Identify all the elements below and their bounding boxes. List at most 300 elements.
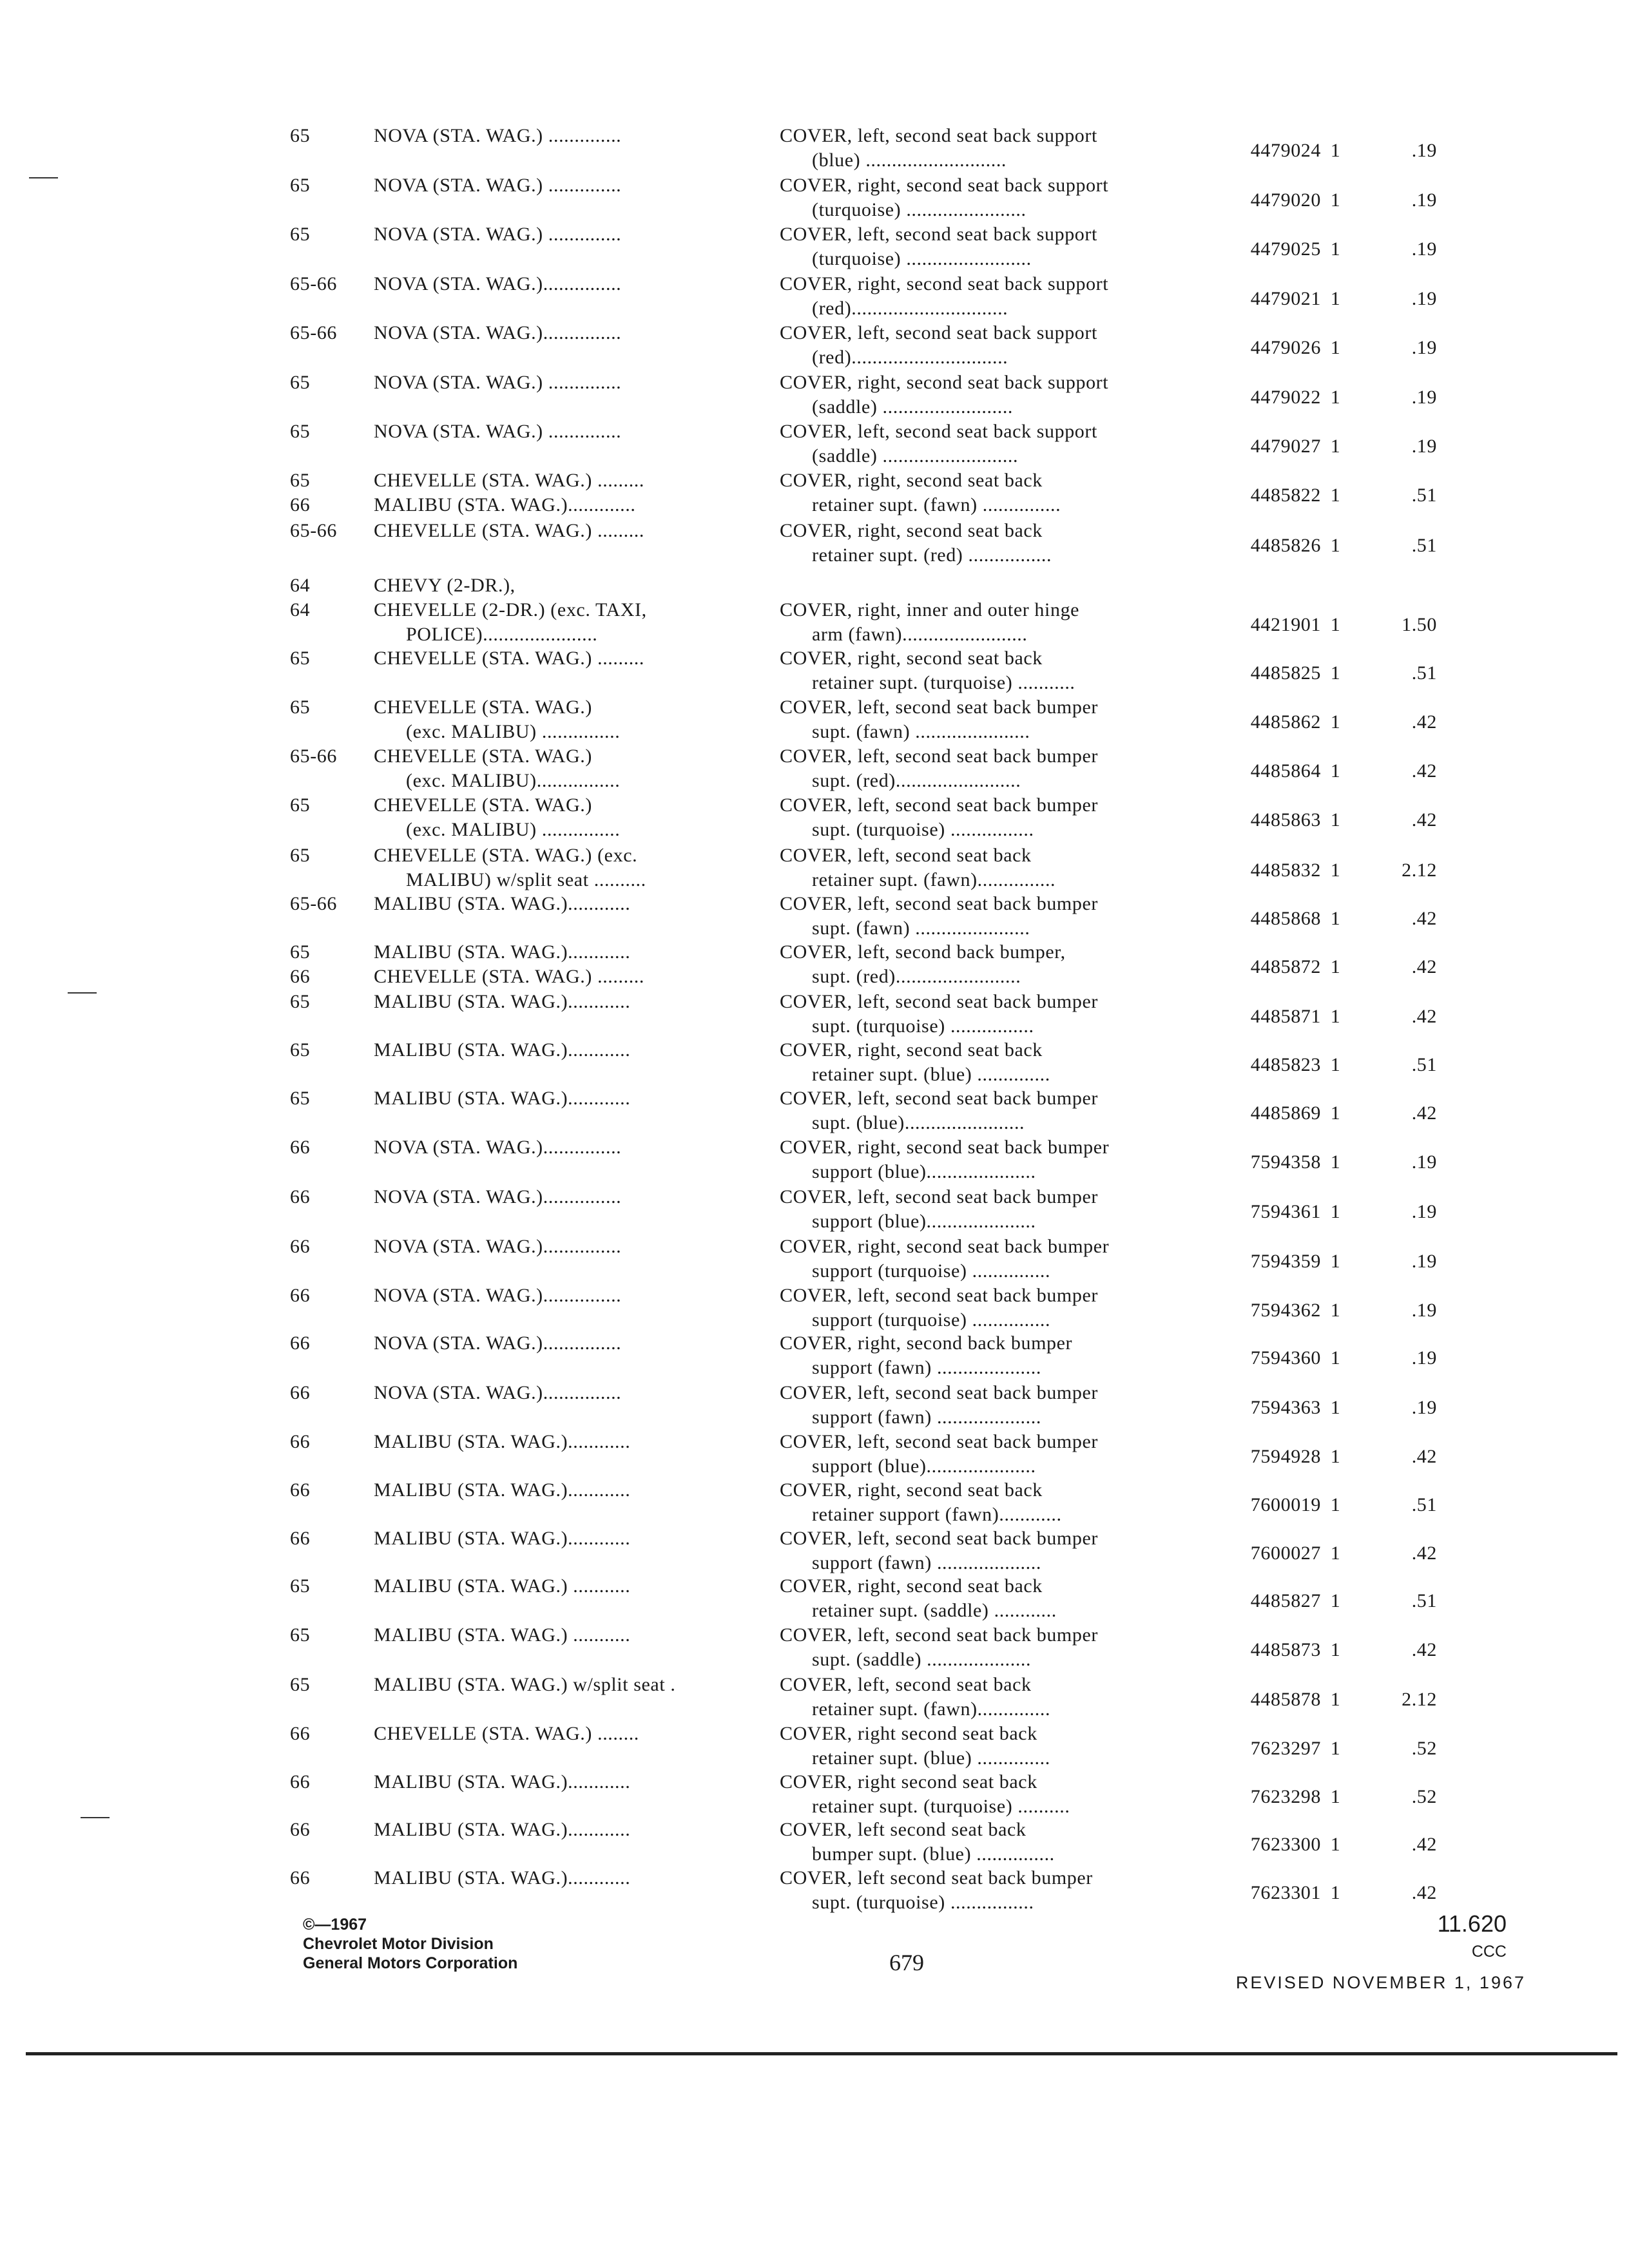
quantity: 1 bbox=[1330, 1590, 1341, 1611]
description-line: COVER, right, second seat back bbox=[780, 520, 1043, 541]
quantity: 1 bbox=[1330, 908, 1341, 929]
model-column bbox=[374, 1624, 760, 1648]
description-column bbox=[780, 1186, 1211, 1235]
quantity: 1 bbox=[1330, 1882, 1341, 1903]
model-line: NOVA (STA. WAG.) .............. bbox=[374, 125, 622, 146]
year-column bbox=[290, 1332, 380, 1356]
year-column bbox=[290, 1381, 380, 1406]
model-line: MALIBU (STA. WAG.)............ bbox=[374, 1819, 631, 1840]
part-number: 4479024 bbox=[1250, 140, 1321, 161]
part-number: 7623300 bbox=[1250, 1834, 1321, 1855]
description-column bbox=[780, 1430, 1211, 1479]
description-line: COVER, left, second seat back support bbox=[780, 421, 1097, 442]
quantity: 1 bbox=[1330, 1689, 1341, 1710]
model-column bbox=[374, 941, 760, 990]
price: .19 bbox=[1411, 1151, 1437, 1173]
model-line: NOVA (STA. WAG.)............... bbox=[374, 1236, 622, 1257]
model-column bbox=[374, 1186, 760, 1210]
year-column bbox=[290, 1624, 380, 1648]
year-column bbox=[290, 990, 380, 1015]
model-column bbox=[374, 124, 760, 149]
description-line: COVER, right, inner and outer hinge bbox=[780, 599, 1080, 620]
description-column bbox=[780, 1722, 1211, 1771]
page-number: 679 bbox=[889, 1950, 924, 1975]
model-line: MALIBU (STA. WAG.)............ bbox=[374, 1039, 631, 1061]
price: .19 bbox=[1411, 189, 1437, 211]
model-column bbox=[374, 174, 760, 198]
description-line: support (fawn) .................... bbox=[812, 1552, 1041, 1573]
description-column bbox=[780, 1575, 1211, 1624]
model-line: (exc. MALIBU) ............... bbox=[406, 721, 621, 742]
price: .42 bbox=[1411, 908, 1437, 929]
model-column bbox=[374, 1284, 760, 1309]
year-line: 65-66 bbox=[290, 745, 337, 767]
description-line: COVER, right, second seat back bbox=[780, 648, 1043, 669]
price: .19 bbox=[1411, 1251, 1437, 1272]
price: .42 bbox=[1411, 1639, 1437, 1660]
quantity: 1 bbox=[1330, 1201, 1341, 1222]
model-line: NOVA (STA. WAG.)............... bbox=[374, 1382, 622, 1403]
description-line: (turquoise) ....................... bbox=[812, 199, 1027, 220]
part-number: 4485827 bbox=[1250, 1590, 1321, 1611]
revision-date: REVISED NOVEMBER 1, 1967 bbox=[1235, 1973, 1526, 1992]
description-line bbox=[780, 574, 1211, 599]
model-column bbox=[374, 1867, 760, 1891]
quantity: 1 bbox=[1330, 1102, 1341, 1124]
part-number: 7600027 bbox=[1250, 1542, 1321, 1564]
model-column bbox=[374, 469, 760, 518]
year-column bbox=[290, 1575, 380, 1599]
year-line: 65 bbox=[290, 1088, 311, 1109]
year-line: 64 bbox=[290, 599, 311, 620]
price: .42 bbox=[1411, 1102, 1437, 1124]
year-column bbox=[290, 273, 380, 297]
description-line: COVER, right, second seat back bbox=[780, 470, 1043, 491]
model-column bbox=[374, 1771, 760, 1795]
year-column bbox=[290, 941, 380, 990]
model-column bbox=[374, 892, 760, 917]
model-line: MALIBU (STA. WAG.)............ bbox=[374, 991, 631, 1012]
description-column bbox=[780, 1087, 1211, 1136]
model-line: CHEVELLE (2-DR.) (exc. TAXI, bbox=[374, 599, 647, 620]
description-column bbox=[780, 223, 1211, 272]
year-line: 65 bbox=[290, 1624, 311, 1646]
description-column bbox=[780, 1381, 1211, 1430]
year-line: 66 bbox=[290, 1186, 311, 1207]
price: .51 bbox=[1411, 662, 1437, 684]
quantity: 1 bbox=[1330, 662, 1341, 684]
model-column bbox=[374, 223, 760, 247]
description-line: COVER, left, second seat back bumper bbox=[780, 1285, 1098, 1306]
model-line: POLICE)...................... bbox=[406, 624, 598, 645]
description-line: COVER, left, second seat back support bbox=[780, 224, 1097, 245]
model-column bbox=[374, 990, 760, 1015]
quantity: 1 bbox=[1330, 809, 1341, 831]
price: .19 bbox=[1411, 1397, 1437, 1418]
model-column bbox=[374, 420, 760, 445]
description-column bbox=[780, 844, 1211, 893]
description-column bbox=[780, 794, 1211, 843]
description-line: COVER, right second seat back bbox=[780, 1771, 1037, 1792]
year-column bbox=[290, 1284, 380, 1309]
part-number: 7594360 bbox=[1250, 1347, 1321, 1369]
part-number: 4485832 bbox=[1250, 860, 1321, 881]
model-line: CHEVELLE (STA. WAG.) ......... bbox=[374, 966, 644, 987]
part-number: 4485871 bbox=[1250, 1006, 1321, 1027]
year-column bbox=[290, 124, 380, 149]
model-line: CHEVELLE (STA. WAG.) ........ bbox=[374, 1723, 639, 1744]
year-line: 66 bbox=[290, 1528, 311, 1549]
model-column bbox=[374, 322, 760, 346]
quantity: 1 bbox=[1330, 1446, 1341, 1467]
description-column bbox=[780, 745, 1211, 794]
part-number: 7600019 bbox=[1250, 1494, 1321, 1515]
price: .42 bbox=[1411, 760, 1437, 782]
model-line: NOVA (STA. WAG.)............... bbox=[374, 1332, 622, 1354]
description-column bbox=[780, 1818, 1211, 1867]
price: .19 bbox=[1411, 337, 1437, 358]
description-column bbox=[780, 469, 1211, 518]
model-line: MALIBU (STA. WAG.) w/split seat . bbox=[374, 1674, 676, 1695]
part-number: 4485869 bbox=[1250, 1102, 1321, 1124]
quantity: 1 bbox=[1330, 535, 1341, 556]
year-column bbox=[290, 1039, 380, 1063]
year-column bbox=[290, 1867, 380, 1891]
year-column bbox=[290, 469, 380, 518]
part-number: 4485873 bbox=[1250, 1639, 1321, 1660]
description-line: COVER, right, second seat back support bbox=[780, 372, 1109, 393]
description-line: retainer supt. (blue) .............. bbox=[812, 1064, 1050, 1085]
description-line: COVER, left, second seat back bumper bbox=[780, 1088, 1098, 1109]
model-line: MALIBU (STA. WAG.)............ bbox=[374, 893, 631, 914]
description-line: COVER, right, second back bumper bbox=[780, 1332, 1073, 1354]
description-line: COVER, left second seat back bbox=[780, 1819, 1027, 1840]
margin-mark bbox=[29, 177, 58, 178]
model-line: MALIBU) w/split seat .......... bbox=[406, 869, 646, 890]
description-line: supt. (turquoise) ................ bbox=[812, 1015, 1034, 1037]
description-line: support (turquoise) ............... bbox=[812, 1260, 1051, 1282]
year-line: 65-66 bbox=[290, 273, 337, 294]
model-line: NOVA (STA. WAG.)............... bbox=[374, 1285, 622, 1306]
description-line: support (blue)..................... bbox=[812, 1211, 1036, 1232]
quantity: 1 bbox=[1330, 760, 1341, 782]
description-column bbox=[780, 1771, 1211, 1820]
description-column bbox=[780, 1332, 1211, 1381]
model-column bbox=[374, 371, 760, 396]
quantity: 1 bbox=[1330, 614, 1341, 635]
year-column bbox=[290, 371, 380, 396]
quantity: 1 bbox=[1330, 140, 1341, 161]
model-column bbox=[374, 1039, 760, 1063]
description-line: (saddle) ......................... bbox=[812, 396, 1014, 418]
description-column bbox=[780, 1479, 1211, 1528]
model-line: (exc. MALIBU) ............... bbox=[406, 819, 621, 840]
year-column bbox=[290, 322, 380, 346]
description-line: bumper supt. (blue) ............... bbox=[812, 1843, 1055, 1865]
year-line: 65 bbox=[290, 941, 311, 963]
year-column bbox=[290, 892, 380, 917]
price: .19 bbox=[1411, 288, 1437, 309]
year-column bbox=[290, 1479, 380, 1503]
price: 2.12 bbox=[1402, 1689, 1437, 1710]
price: .51 bbox=[1411, 485, 1437, 506]
description-column bbox=[780, 1527, 1211, 1576]
quantity: 1 bbox=[1330, 288, 1341, 309]
year-line: 65-66 bbox=[290, 893, 337, 914]
quantity: 1 bbox=[1330, 1054, 1341, 1075]
model-column bbox=[374, 647, 760, 671]
quantity: 1 bbox=[1330, 436, 1341, 457]
model-line: CHEVELLE (STA. WAG.) bbox=[374, 697, 592, 718]
part-number: 4485878 bbox=[1250, 1689, 1321, 1710]
description-line: (turquoise) ........................ bbox=[812, 248, 1032, 269]
description-column bbox=[780, 574, 1211, 648]
year-line: 65 bbox=[290, 1674, 311, 1695]
year-column bbox=[290, 174, 380, 198]
model-line: NOVA (STA. WAG.) .............. bbox=[374, 224, 622, 245]
model-line: NOVA (STA. WAG.)............... bbox=[374, 1186, 622, 1207]
price: .19 bbox=[1411, 1347, 1437, 1369]
quantity: 1 bbox=[1330, 485, 1341, 506]
description-column bbox=[780, 892, 1211, 941]
model-column bbox=[374, 745, 760, 794]
description-line: COVER, left second seat back bumper bbox=[780, 1867, 1093, 1888]
description-column bbox=[780, 1235, 1211, 1284]
description-line: support (blue)..................... bbox=[812, 1456, 1036, 1477]
year-line: 65 bbox=[290, 1039, 311, 1061]
description-line: retainer supt. (fawn) ............... bbox=[812, 494, 1061, 515]
description-line: support (fawn) .................... bbox=[812, 1407, 1041, 1428]
year-line: 66 bbox=[290, 966, 311, 987]
description-column bbox=[780, 174, 1211, 223]
price: 1.50 bbox=[1402, 614, 1437, 635]
year-line: 66 bbox=[290, 1867, 311, 1888]
model-column bbox=[374, 1087, 760, 1111]
part-number: 4479027 bbox=[1250, 436, 1321, 457]
part-number: 4485872 bbox=[1250, 956, 1321, 977]
model-line: NOVA (STA. WAG.) .............. bbox=[374, 421, 622, 442]
description-column bbox=[780, 1624, 1211, 1673]
model-column bbox=[374, 696, 760, 745]
description-line: COVER, left, second seat back bbox=[780, 845, 1032, 866]
part-number: 4479022 bbox=[1250, 387, 1321, 408]
description-column bbox=[780, 1867, 1211, 1916]
model-column bbox=[374, 1818, 760, 1843]
description-column bbox=[780, 1039, 1211, 1088]
section-code: CCC bbox=[1471, 1943, 1507, 1961]
part-number: 4485825 bbox=[1250, 662, 1321, 684]
model-line: MALIBU (STA. WAG.)............. bbox=[374, 494, 636, 515]
year-column bbox=[290, 574, 380, 648]
model-column bbox=[374, 844, 760, 893]
year-line: 66 bbox=[290, 494, 311, 515]
model-line: MALIBU (STA. WAG.)............ bbox=[374, 1771, 631, 1792]
model-line: CHEVELLE (STA. WAG.) ......... bbox=[374, 648, 644, 669]
description-column bbox=[780, 990, 1211, 1039]
copyright-line: ©—1967 bbox=[303, 1916, 367, 1934]
price: .51 bbox=[1411, 1590, 1437, 1611]
part-number: 4479020 bbox=[1250, 189, 1321, 211]
price: .42 bbox=[1411, 1834, 1437, 1855]
quantity: 1 bbox=[1330, 1151, 1341, 1173]
part-number: 4485826 bbox=[1250, 535, 1321, 556]
model-line: CHEVY (2-DR.), bbox=[374, 575, 516, 596]
model-column bbox=[374, 273, 760, 297]
quantity: 1 bbox=[1330, 860, 1341, 881]
description-line: COVER, left, second seat back bumper bbox=[780, 1431, 1098, 1452]
part-number: 4479021 bbox=[1250, 288, 1321, 309]
year-line: 65 bbox=[290, 648, 311, 669]
model-column bbox=[374, 519, 760, 544]
quantity: 1 bbox=[1330, 189, 1341, 211]
description-line: supt. (red)........................ bbox=[812, 966, 1021, 987]
description-line: arm (fawn)........................ bbox=[812, 624, 1028, 645]
model-line: MALIBU (STA. WAG.)............ bbox=[374, 1867, 631, 1888]
year-line: 66 bbox=[290, 1137, 311, 1158]
margin-mark bbox=[68, 992, 97, 994]
description-line: COVER, right, second seat back bbox=[780, 1575, 1043, 1597]
description-line: retainer supt. (turquoise) .......... bbox=[812, 1796, 1070, 1817]
part-number: 7623298 bbox=[1250, 1786, 1321, 1807]
description-line: supt. (red)........................ bbox=[812, 770, 1021, 791]
description-line: supt. (turquoise) ................ bbox=[812, 819, 1034, 840]
quantity: 1 bbox=[1330, 1006, 1341, 1027]
part-number: 7594361 bbox=[1250, 1201, 1321, 1222]
year-line: 65 bbox=[290, 125, 311, 146]
description-column bbox=[780, 1673, 1211, 1722]
model-line: NOVA (STA. WAG.)............... bbox=[374, 322, 622, 343]
part-number: 7594359 bbox=[1250, 1251, 1321, 1272]
quantity: 1 bbox=[1330, 1834, 1341, 1855]
description-line: COVER, left, second seat back bumper bbox=[780, 893, 1098, 914]
price: .19 bbox=[1411, 1201, 1437, 1222]
part-number: 7594362 bbox=[1250, 1300, 1321, 1321]
description-line: COVER, right second seat back bbox=[780, 1723, 1037, 1744]
quantity: 1 bbox=[1330, 1738, 1341, 1759]
model-line: CHEVELLE (STA. WAG.) ......... bbox=[374, 470, 644, 491]
year-line: 66 bbox=[290, 1771, 311, 1792]
year-column bbox=[290, 420, 380, 445]
price: .42 bbox=[1411, 1006, 1437, 1027]
copyright-block bbox=[303, 1915, 517, 1973]
description-line: COVER, right, second seat back bumper bbox=[780, 1236, 1110, 1257]
description-column bbox=[780, 1136, 1211, 1185]
quantity: 1 bbox=[1330, 387, 1341, 408]
year-column bbox=[290, 745, 380, 769]
price: .19 bbox=[1411, 140, 1437, 161]
part-number: 4479026 bbox=[1250, 337, 1321, 358]
description-column bbox=[780, 519, 1211, 568]
model-line: MALIBU (STA. WAG.)............ bbox=[374, 1088, 631, 1109]
model-line: NOVA (STA. WAG.) .............. bbox=[374, 175, 622, 196]
model-column bbox=[374, 1575, 760, 1599]
description-column bbox=[780, 420, 1211, 469]
year-line: 65-66 bbox=[290, 520, 337, 541]
year-line: 65 bbox=[290, 372, 311, 393]
year-line: 65 bbox=[290, 224, 311, 245]
description-line: COVER, left, second seat back bumper bbox=[780, 745, 1098, 767]
part-number: 4485863 bbox=[1250, 809, 1321, 831]
description-line: COVER, left, second seat back bumper bbox=[780, 991, 1098, 1012]
description-line: supt. (turquoise) ................ bbox=[812, 1892, 1034, 1913]
quantity: 1 bbox=[1330, 711, 1341, 733]
description-line: (red).............................. bbox=[812, 298, 1008, 319]
quantity: 1 bbox=[1330, 1397, 1341, 1418]
description-line: COVER, right, second seat back support bbox=[780, 175, 1109, 196]
description-column bbox=[780, 647, 1211, 696]
quantity: 1 bbox=[1330, 1542, 1341, 1564]
price: .19 bbox=[1411, 436, 1437, 457]
price: .42 bbox=[1411, 809, 1437, 831]
description-line: supt. (fawn) ...................... bbox=[812, 721, 1030, 742]
model-line: (exc. MALIBU)................ bbox=[406, 770, 621, 791]
price: 2.12 bbox=[1402, 860, 1437, 881]
year-column bbox=[290, 696, 380, 720]
margin-mark bbox=[81, 1817, 110, 1818]
part-number: 4485868 bbox=[1250, 908, 1321, 929]
description-line: supt. (fawn) ...................... bbox=[812, 918, 1030, 939]
description-line: support (fawn) .................... bbox=[812, 1357, 1041, 1378]
year-line: 66 bbox=[290, 1479, 311, 1501]
year-column bbox=[290, 1818, 380, 1843]
description-line: COVER, left, second seat back bumper bbox=[780, 1186, 1098, 1207]
model-column bbox=[374, 1722, 760, 1747]
part-number: 7623301 bbox=[1250, 1882, 1321, 1903]
model-line: CHEVELLE (STA. WAG.) (exc. bbox=[374, 845, 638, 866]
model-line: CHEVELLE (STA. WAG.) bbox=[374, 745, 592, 767]
description-column bbox=[780, 273, 1211, 322]
description-line: retainer supt. (fawn)............... bbox=[812, 869, 1056, 890]
year-column bbox=[290, 1186, 380, 1210]
price: .19 bbox=[1411, 387, 1437, 408]
price: .52 bbox=[1411, 1786, 1437, 1807]
year-line: 65-66 bbox=[290, 322, 337, 343]
part-number: 7594358 bbox=[1250, 1151, 1321, 1173]
part-number: 7594928 bbox=[1250, 1446, 1321, 1467]
year-line: 66 bbox=[290, 1431, 311, 1452]
quantity: 1 bbox=[1330, 956, 1341, 977]
bottom-rule bbox=[26, 2052, 1617, 2055]
model-column bbox=[374, 1235, 760, 1260]
description-line: COVER, left, second seat back bumper bbox=[780, 1624, 1098, 1646]
description-line: retainer supt. (red) ................ bbox=[812, 544, 1052, 566]
description-column bbox=[780, 371, 1211, 420]
model-line: NOVA (STA. WAG.)............... bbox=[374, 1137, 622, 1158]
price: .52 bbox=[1411, 1738, 1437, 1759]
description-column bbox=[780, 696, 1211, 745]
model-line: MALIBU (STA. WAG.)............ bbox=[374, 941, 631, 963]
year-line: 65 bbox=[290, 697, 311, 718]
model-column bbox=[374, 574, 760, 648]
price: .51 bbox=[1411, 1494, 1437, 1515]
description-line: (saddle) .......................... bbox=[812, 445, 1019, 466]
part-number: 4485864 bbox=[1250, 760, 1321, 782]
description-line: supt. (saddle) .................... bbox=[812, 1649, 1032, 1670]
year-line: 65 bbox=[290, 175, 311, 196]
year-line: 66 bbox=[290, 1236, 311, 1257]
part-number: 4485822 bbox=[1250, 485, 1321, 506]
description-line: (blue) ........................... bbox=[812, 149, 1007, 171]
description-line: COVER, right, second seat back bumper bbox=[780, 1137, 1110, 1158]
description-line: COVER, right, second seat back bbox=[780, 1039, 1043, 1061]
description-line: (red).............................. bbox=[812, 347, 1008, 368]
description-line: retainer supt. (saddle) ............ bbox=[812, 1600, 1057, 1621]
year-column bbox=[290, 1527, 380, 1552]
year-line: 66 bbox=[290, 1332, 311, 1354]
model-column bbox=[374, 1332, 760, 1356]
price: .51 bbox=[1411, 1054, 1437, 1075]
description-line: COVER, left, second seat back bumper bbox=[780, 1382, 1098, 1403]
